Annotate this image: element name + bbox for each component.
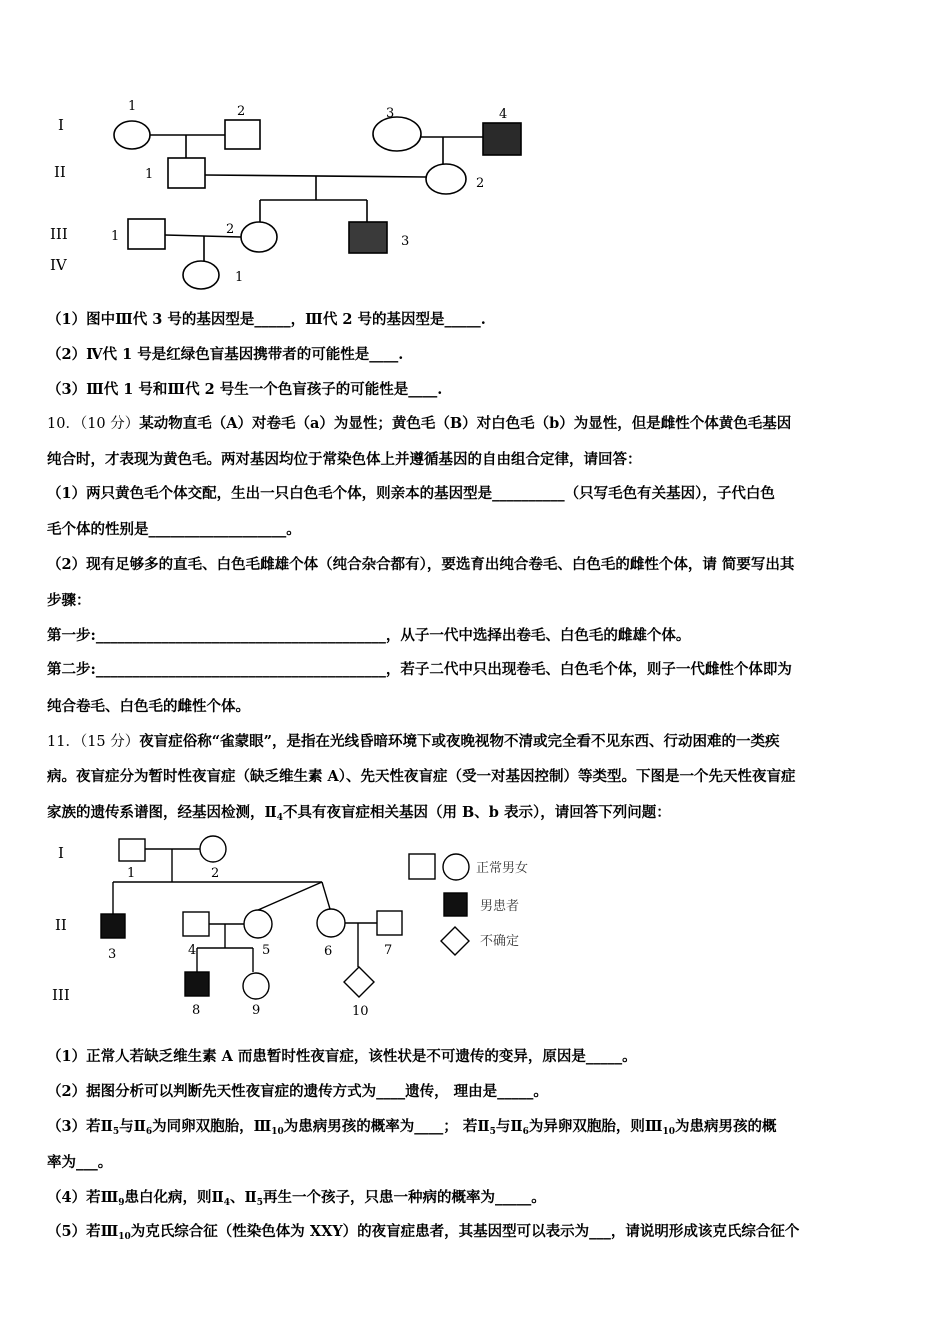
pedigree1-num-III2: 2 bbox=[226, 222, 235, 237]
pedigree2-II6-female bbox=[317, 909, 345, 937]
q11-part3: （3）若$Ⅱ_5$与$Ⅱ_6$为同卵双胞胎，$Ⅲ_{10}$为患病男孩的概率为____； 若$Ⅱ_5$与$Ⅱ_6$为异卵双胞胎，则$Ⅲ_{10}$为患病男孩的概 bbox=[47, 1118, 777, 1137]
pedigree1-num-I2: 2 bbox=[237, 104, 246, 119]
q11-part1: （1）正常人若缺乏维生素 A 而患暂时性夜盲症，该性状是不可遗传的变异，原因是_____。 bbox=[47, 1048, 637, 1065]
q11-line1: 11．（15 分）夜盲症俗称“雀蒙眼”，是指在光线昏暗环境下或夜晚视物不清或完全看不见东西、行动困难的一类疾 bbox=[47, 733, 780, 750]
pedigree2-I2-female bbox=[200, 836, 226, 862]
pedigree2-num-4: 4 bbox=[188, 943, 197, 958]
legend-affected-label: 男患者 bbox=[480, 899, 520, 914]
pedigree1-I2-male bbox=[225, 120, 260, 149]
q10-line8: 第二步:________________________________________，若子二代中只出现卷毛、白色毛个体，则子一代雌性个体即为 bbox=[47, 661, 792, 678]
pedigree1-III1-male bbox=[128, 219, 165, 249]
pedigree1-num-II1: 1 bbox=[145, 167, 154, 182]
q11-part4: （4）若$Ⅲ_9$患白化病，则$Ⅱ_4$、$Ⅱ_5$再生一个孩子，只患一种病的概率为_____。 bbox=[47, 1189, 546, 1208]
legend-normal-label: 正常男女 bbox=[476, 861, 529, 876]
pedigree2-num-3: 3 bbox=[108, 947, 117, 962]
pedigree1-num-IV1: 1 bbox=[235, 270, 244, 285]
q10-line9: 纯合卷毛、白色毛的雌性个体。 bbox=[47, 698, 250, 715]
pedigree2-III9-female bbox=[243, 973, 269, 999]
pedigree1-num-I1: 1 bbox=[128, 99, 137, 114]
pedigree2-num-9: 9 bbox=[252, 1003, 261, 1018]
q10-line1: 10．（10 分）某动物直毛（A）对卷毛（a）为显性；黄色毛（B）对白色毛（b）为显性，但是雌性个体黄色毛基因 bbox=[47, 415, 792, 432]
pedigree2-III8-affected-male bbox=[185, 972, 209, 996]
legend-uncertain-symbol bbox=[441, 927, 469, 955]
pedigree2-II3-affected-male bbox=[101, 914, 125, 938]
q11-part5: （5）若$Ⅲ_{10}$为克氏综合征（性染色体为 XXY）的夜盲症患者，其基因型可以表示为___，请说明形成该克氏综合征个 bbox=[47, 1223, 800, 1242]
pedigree1-gen-III: III bbox=[50, 225, 68, 243]
pedigree1-I1-female bbox=[114, 121, 150, 149]
legend-normal-male-symbol bbox=[409, 854, 435, 879]
pedigree2-II4-male bbox=[183, 912, 209, 936]
pedigree1-num-I3: 3 bbox=[386, 106, 395, 121]
pedigree-chart-1 bbox=[0, 0, 950, 300]
pedigree-chart-2 bbox=[0, 830, 950, 1030]
pedigree2-gen-III: III bbox=[52, 986, 70, 1004]
pedigree1-I3-female bbox=[373, 117, 421, 151]
pedigree1-IV1-female bbox=[183, 261, 219, 289]
q10-line5: （2）现有足够多的直毛、白色毛雌雄个体（纯合杂合都有），要选育出纯合卷毛、白色毛的雌性个体，请 简要写出其 bbox=[47, 556, 795, 573]
pedigree1-num-II2: 2 bbox=[476, 176, 485, 191]
q10-number: 10．（10 分） bbox=[47, 416, 140, 432]
pedigree1-II2-female bbox=[426, 164, 466, 194]
q10-line4: 毛个体的性别是___________________。 bbox=[47, 521, 301, 538]
q11-line3: 家族的遗传系谱图，经基因检测，$Ⅱ_4$不具有夜盲症相关基因（用 B、b 表示），请回答下列问题： bbox=[47, 804, 671, 823]
legend-uncertain-label: 不确定 bbox=[480, 934, 520, 949]
pedigree2-num-1: 1 bbox=[127, 866, 136, 881]
pedigree2-num-10: 10 bbox=[352, 1004, 369, 1019]
q10-line3: （1）两只黄色毛个体交配，生出一只白色毛个体，则亲本的基因型是__________（只写毛色有关基因），子代白色 bbox=[47, 485, 775, 502]
pedigree2-num-5: 5 bbox=[262, 943, 271, 958]
q11-part2: （2）据图分析可以判断先天性夜盲症的遗传方式为____遗传， 理由是_____。 bbox=[47, 1083, 548, 1100]
pedigree1-num-III3: 3 bbox=[401, 234, 410, 249]
pedigree1-III2-female bbox=[241, 222, 277, 252]
pedigree1-gen-IV: IV bbox=[50, 256, 67, 274]
pedigree2-II7-male bbox=[377, 911, 402, 935]
pedigree2-gen-II: II bbox=[55, 916, 67, 934]
pedigree2-num-7: 7 bbox=[384, 943, 393, 958]
q11-number: 11．（15 分） bbox=[47, 734, 140, 750]
pedigree1-gen-II: II bbox=[54, 163, 66, 181]
q9-part1: （1）图中Ⅲ代 3 号的基因型是_____，Ⅲ代 2 号的基因型是_____. bbox=[47, 311, 486, 328]
legend-affected-male-symbol bbox=[444, 893, 467, 916]
q9-part2: （2）Ⅳ代 1 号是红绿色盲基因携带者的可能性是____. bbox=[47, 346, 404, 363]
q10-line6: 步骤： bbox=[47, 592, 91, 609]
pedigree2-gen-I: I bbox=[58, 844, 64, 862]
pedigree1-num-I4: 4 bbox=[499, 107, 508, 122]
pedigree2-I1-male bbox=[119, 839, 145, 861]
q10-line2: 纯合时，才表现为黄色毛。两对基因均位于常染色体上并遵循基因的自由组合定律，请回答： bbox=[47, 451, 642, 468]
q10-line7: 第一步:________________________________________，从子一代中选择出卷毛、白色毛的雌雄个体。 bbox=[47, 627, 691, 644]
pedigree2-II5-female bbox=[244, 910, 272, 938]
pedigree2-num-6: 6 bbox=[324, 944, 333, 959]
q11-part3-cont: 率为___。 bbox=[47, 1154, 113, 1171]
pedigree2-num-2: 2 bbox=[211, 866, 220, 881]
pedigree1-II1-male bbox=[168, 158, 205, 188]
pedigree1-III3-affected-male bbox=[349, 222, 387, 253]
pedigree1-I4-affected-male bbox=[483, 123, 521, 155]
pedigree1-num-III1: 1 bbox=[111, 229, 120, 244]
pedigree2-num-8: 8 bbox=[192, 1003, 201, 1018]
q9-part3: （3）Ⅲ代 1 号和Ⅲ代 2 号生一个色盲孩子的可能性是____. bbox=[47, 381, 443, 398]
legend-normal-female-symbol bbox=[443, 854, 469, 880]
pedigree2-III10-uncertain bbox=[344, 967, 374, 997]
q11-line2: 病。夜盲症分为暂时性夜盲症（缺乏维生素 A）、先天性夜盲症（受一对基因控制）等类型。下图是一个先天性夜盲症 bbox=[47, 768, 796, 785]
pedigree1-gen-I: I bbox=[58, 116, 64, 134]
